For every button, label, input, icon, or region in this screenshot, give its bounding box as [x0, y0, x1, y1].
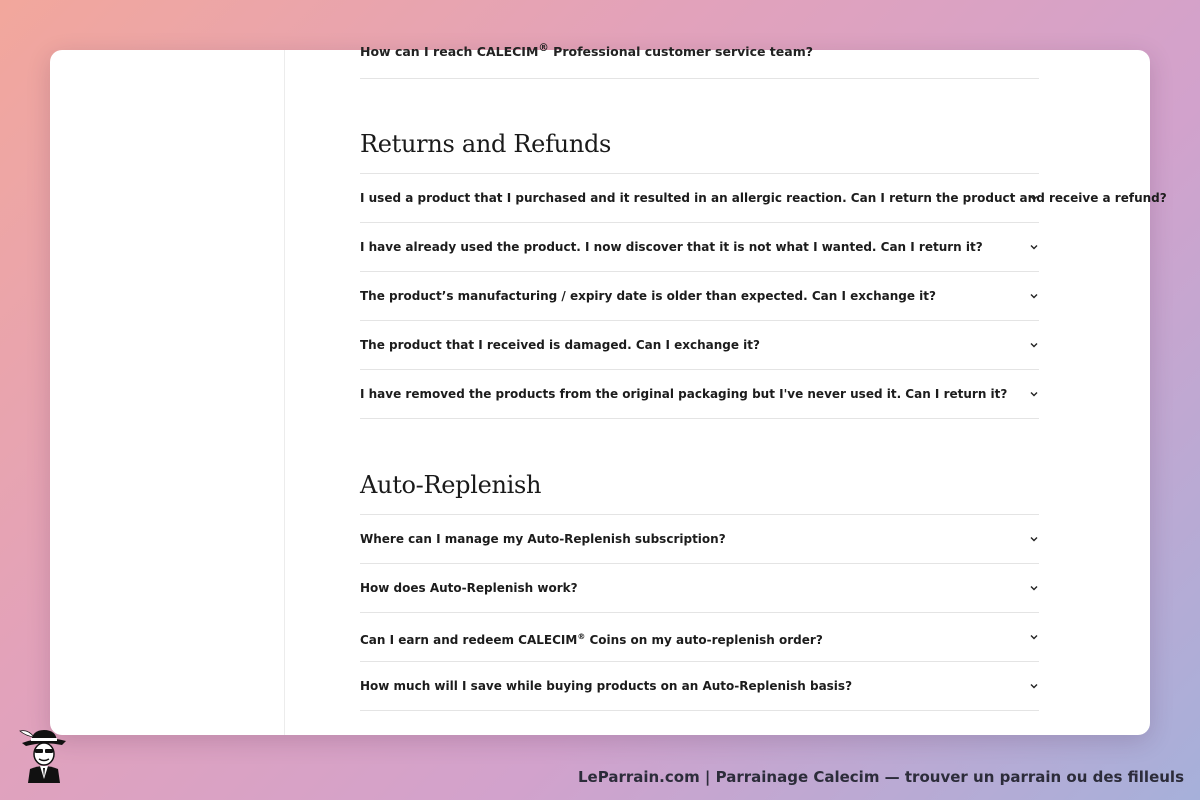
chevron-down-icon — [1029, 193, 1039, 203]
faq-item[interactable] — [360, 272, 1039, 321]
faq-item[interactable] — [360, 515, 1039, 564]
faq-item[interactable] — [360, 613, 1039, 662]
faq-item[interactable] — [360, 174, 1167, 223]
faq-question: How can I reach CALECIM® Professional customer service team? — [360, 42, 813, 60]
chevron-down-icon — [1029, 340, 1039, 350]
chevron-down-icon — [1029, 583, 1039, 593]
faq-content — [360, 42, 1167, 735]
faq-question: Can I earn and redeem CALECIM® Coins on my auto-replenish order? — [360, 632, 823, 647]
faq-item[interactable] — [360, 370, 1039, 419]
chevron-down-icon — [1029, 534, 1039, 544]
chevron-down-icon — [1029, 681, 1039, 691]
sidebar-divider — [284, 50, 285, 735]
section-title-returns: Returns and Refunds — [360, 130, 612, 158]
chevron-down-icon — [1029, 291, 1039, 301]
faq-card — [50, 42, 1167, 735]
chevron-down-icon — [1029, 242, 1039, 252]
faq-question: How does Auto-Replenish work? — [360, 581, 578, 595]
mafia-man-logo-icon — [18, 727, 70, 783]
faq-question: I have removed the products from the original packaging but I've never used it. Can I return it? — [360, 387, 1008, 401]
faq-item-cut-off[interactable] — [360, 38, 1039, 79]
chevron-down-icon — [1029, 389, 1039, 399]
faq-item[interactable] — [360, 321, 1039, 370]
faq-question: The product that I received is damaged. Can I exchange it? — [360, 338, 760, 352]
faq-list-returns — [360, 173, 1167, 419]
faq-question: The product’s manufacturing / expiry date is older than expected. Can I exchange it? — [360, 289, 936, 303]
section-title-auto-replenish: Auto-Replenish — [360, 471, 542, 499]
footer-caption: LeParrain.com | Parrainage Calecim — trouver un parrain ou des filleuls — [578, 768, 1184, 786]
faq-question: I have already used the product. I now discover that it is not what I wanted. Can I return it? — [360, 240, 983, 254]
faq-list-auto-replenish — [360, 514, 1039, 711]
faq-question: Where can I manage my Auto-Replenish subscription? — [360, 532, 726, 546]
chevron-down-icon — [1029, 632, 1039, 642]
faq-item[interactable] — [360, 223, 1039, 272]
faq-question: I used a product that I purchased and it resulted in an allergic reaction. Can I return the product and receive a refund? — [360, 191, 1167, 205]
faq-question: How much will I save while buying products on an Auto-Replenish basis? — [360, 679, 853, 693]
faq-item[interactable] — [360, 564, 1039, 613]
faq-item[interactable] — [360, 662, 1039, 711]
